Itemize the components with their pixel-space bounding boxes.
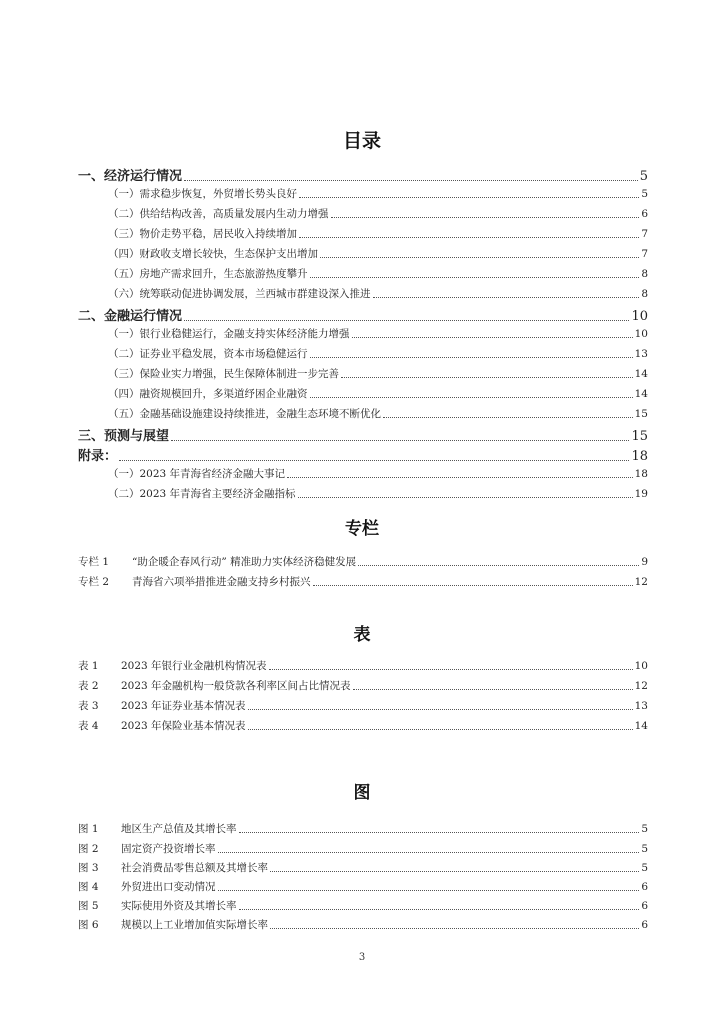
toc-entry-text: （五）房地产需求回升，生态旅游热度攀升 xyxy=(108,268,308,280)
dot-leader xyxy=(269,669,633,670)
dot-leader xyxy=(298,497,633,498)
column-entry-page: 9 xyxy=(641,556,648,568)
toc-entry[interactable] xyxy=(108,266,648,281)
toc-title: 目录 xyxy=(342,130,381,152)
dot-leader xyxy=(248,709,633,710)
figure-entry-page: 6 xyxy=(641,881,648,893)
toc-entry[interactable] xyxy=(108,346,648,361)
toc-entry-page: 7 xyxy=(641,248,648,260)
toc-entry-text: （二）2023 年青海省主要经济金融指标 xyxy=(108,488,296,500)
dot-leader xyxy=(358,565,639,566)
toc-entry-page: 8 xyxy=(641,268,648,280)
figure-entry-page: 5 xyxy=(641,843,648,855)
toc-entry-text: 三、预测与展望 xyxy=(78,429,170,444)
toc-entry-page: 10 xyxy=(634,328,648,340)
figure-entry[interactable] xyxy=(78,898,648,913)
toc-entry[interactable] xyxy=(108,246,648,261)
dot-leader xyxy=(352,337,633,338)
dot-leader xyxy=(184,180,638,181)
table-entry[interactable] xyxy=(78,678,648,693)
dot-leader xyxy=(373,297,640,298)
dot-leader xyxy=(313,585,633,586)
dot-leader xyxy=(239,832,640,833)
dot-leader xyxy=(383,417,633,418)
toc-entry[interactable] xyxy=(108,286,648,301)
column-entry[interactable] xyxy=(78,574,648,589)
dot-leader xyxy=(239,909,640,910)
figure-entry-label: 图 2 xyxy=(78,843,99,855)
table-entry-label: 表 1 xyxy=(78,660,99,672)
toc-entry[interactable] xyxy=(108,486,648,501)
toc-entry-text: （二）证券业平稳发展，资本市场稳健运行 xyxy=(108,348,308,360)
toc-entry[interactable] xyxy=(108,206,648,221)
table-entry[interactable] xyxy=(78,658,648,673)
figure-entry[interactable] xyxy=(78,821,648,836)
page-number: 3 xyxy=(358,952,366,963)
dot-leader xyxy=(184,320,629,321)
dot-leader xyxy=(218,890,640,891)
dot-leader xyxy=(299,197,639,198)
table-entry-page: 13 xyxy=(634,700,648,712)
table-entry-text: 2023 年银行业金融机构情况表 xyxy=(121,660,267,672)
figure-entry-label: 图 6 xyxy=(78,919,99,931)
toc-entry[interactable] xyxy=(108,186,648,201)
figure-entry-page: 5 xyxy=(641,823,648,835)
dot-leader xyxy=(270,928,639,929)
dot-leader xyxy=(218,852,640,853)
dot-leader xyxy=(310,277,640,278)
dot-leader xyxy=(171,440,629,441)
table-entry-label: 表 3 xyxy=(78,700,99,712)
toc-entry-page: 5 xyxy=(641,188,648,200)
toc-entry-text: （一）银行业稳健运行，金融支持实体经济能力增强 xyxy=(108,328,350,340)
toc-entry-page: 18 xyxy=(634,468,648,480)
toc-entry-text: 一、经济运行情况 xyxy=(78,169,183,184)
table-entry[interactable] xyxy=(78,718,648,733)
toc-entry-page: 14 xyxy=(634,388,648,400)
dot-leader xyxy=(248,729,633,730)
figure-entry-page: 6 xyxy=(641,919,648,931)
table-entry-page: 12 xyxy=(634,680,648,692)
toc-entry-page: 15 xyxy=(634,408,648,420)
toc-entry-page: 8 xyxy=(641,288,648,300)
figure-entry[interactable] xyxy=(78,860,648,875)
figure-entry-label: 图 3 xyxy=(78,862,99,874)
dot-leader xyxy=(353,689,633,690)
toc-entry[interactable] xyxy=(78,305,648,324)
column-entry[interactable] xyxy=(78,554,648,569)
tables-title: 表 xyxy=(353,625,371,645)
toc-entry-text: （五）金融基础设施建设持续推进，金融生态环境不断优化 xyxy=(108,408,381,420)
figure-entry-text: 社会消费品零售总额及其增长率 xyxy=(121,862,268,874)
toc-entry-page: 13 xyxy=(634,348,648,360)
figure-entry-page: 5 xyxy=(641,862,648,874)
figure-entry-page: 6 xyxy=(641,900,648,912)
figure-entry-text: 规模以上工业增加值实际增长率 xyxy=(121,919,268,931)
column-entry-text: “助企暖企春风行动” 精准助力实体经济稳健发展 xyxy=(132,556,357,568)
column-entry-label: 专栏 2 xyxy=(78,576,110,588)
figures-title: 图 xyxy=(353,783,371,803)
dot-leader xyxy=(310,397,633,398)
toc-entry-page: 14 xyxy=(634,368,648,380)
figure-entry-label: 图 4 xyxy=(78,881,99,893)
toc-entry[interactable] xyxy=(108,386,648,401)
toc-entry-text: （三）保险业实力增强，民生保障体制进一步完善 xyxy=(108,368,339,380)
dot-leader xyxy=(287,477,633,478)
toc-entry-text: （一）2023 年青海省经济金融大事记 xyxy=(108,468,286,480)
toc-entry[interactable] xyxy=(108,406,648,421)
table-entry-label: 表 4 xyxy=(78,720,99,732)
table-entry-label: 表 2 xyxy=(78,680,99,692)
dot-leader xyxy=(299,237,639,238)
figure-entry-label: 图 5 xyxy=(78,900,99,912)
toc-entry-page: 19 xyxy=(634,488,648,500)
toc-entry[interactable] xyxy=(108,326,648,341)
figure-entry-label: 图 1 xyxy=(78,823,99,835)
toc-entry[interactable] xyxy=(108,366,648,381)
toc-entry[interactable] xyxy=(78,165,648,184)
toc-entry[interactable] xyxy=(108,226,648,241)
toc-entry-text: （四）融资规模回升，多渠道纾困企业融资 xyxy=(108,388,308,400)
dot-leader xyxy=(331,217,640,218)
columns-title: 专栏 xyxy=(345,519,379,539)
table-entry-text: 2023 年保险业基本情况表 xyxy=(121,720,246,732)
toc-entry-text: （三）物价走势平稳，居民收入持续增加 xyxy=(108,228,297,240)
toc-entry-text: （六）统筹联动促进协调发展，兰西城市群建设深入推进 xyxy=(108,288,371,300)
figure-entry-text: 固定资产投资增长率 xyxy=(121,843,216,855)
dot-leader xyxy=(310,357,633,358)
toc-entry-page: 5 xyxy=(639,169,648,184)
column-entry-label: 专栏 1 xyxy=(78,556,110,568)
toc-entry-text: （四）财政收支增长较快，生态保护支出增加 xyxy=(108,248,318,260)
figure-entry[interactable] xyxy=(78,879,648,894)
toc-entry-text: 附录： xyxy=(78,449,118,464)
toc-entry-text: 二、金融运行情况 xyxy=(78,309,183,324)
table-entry-page: 10 xyxy=(634,660,648,672)
figure-entry[interactable] xyxy=(78,841,648,856)
column-entry-page: 12 xyxy=(634,576,648,588)
dot-leader xyxy=(320,257,639,258)
column-entry-text: 青海省六项举措推进金融支持乡村振兴 xyxy=(132,576,311,588)
toc-entry-page: 6 xyxy=(641,208,648,220)
table-entry-page: 14 xyxy=(634,720,648,732)
toc-entry[interactable] xyxy=(108,466,648,481)
toc-entry-page: 15 xyxy=(631,429,648,444)
table-entry[interactable] xyxy=(78,698,648,713)
table-entry-text: 2023 年证券业基本情况表 xyxy=(121,700,246,712)
figure-entry-text: 地区生产总值及其增长率 xyxy=(121,823,237,835)
toc-entry[interactable] xyxy=(78,425,648,444)
figure-entry-text: 外贸进出口变动情况 xyxy=(121,881,216,893)
toc-entry-page: 7 xyxy=(641,228,648,240)
dot-leader xyxy=(341,377,633,378)
dot-leader xyxy=(270,871,639,872)
toc-entry[interactable] xyxy=(78,445,648,464)
toc-entry-page: 18 xyxy=(631,449,648,464)
figure-entry-text: 实际使用外资及其增长率 xyxy=(121,900,237,912)
toc-entry-text: （二）供给结构改善，高质量发展内生动力增强 xyxy=(108,208,329,220)
toc-entry-text: （一）需求稳步恢复，外贸增长势头良好 xyxy=(108,188,297,200)
toc-entry-page: 10 xyxy=(631,309,648,324)
table-entry-text: 2023 年金融机构一般贷款各利率区间占比情况表 xyxy=(121,680,351,692)
dot-leader xyxy=(119,460,629,461)
figure-entry[interactable] xyxy=(78,917,648,932)
